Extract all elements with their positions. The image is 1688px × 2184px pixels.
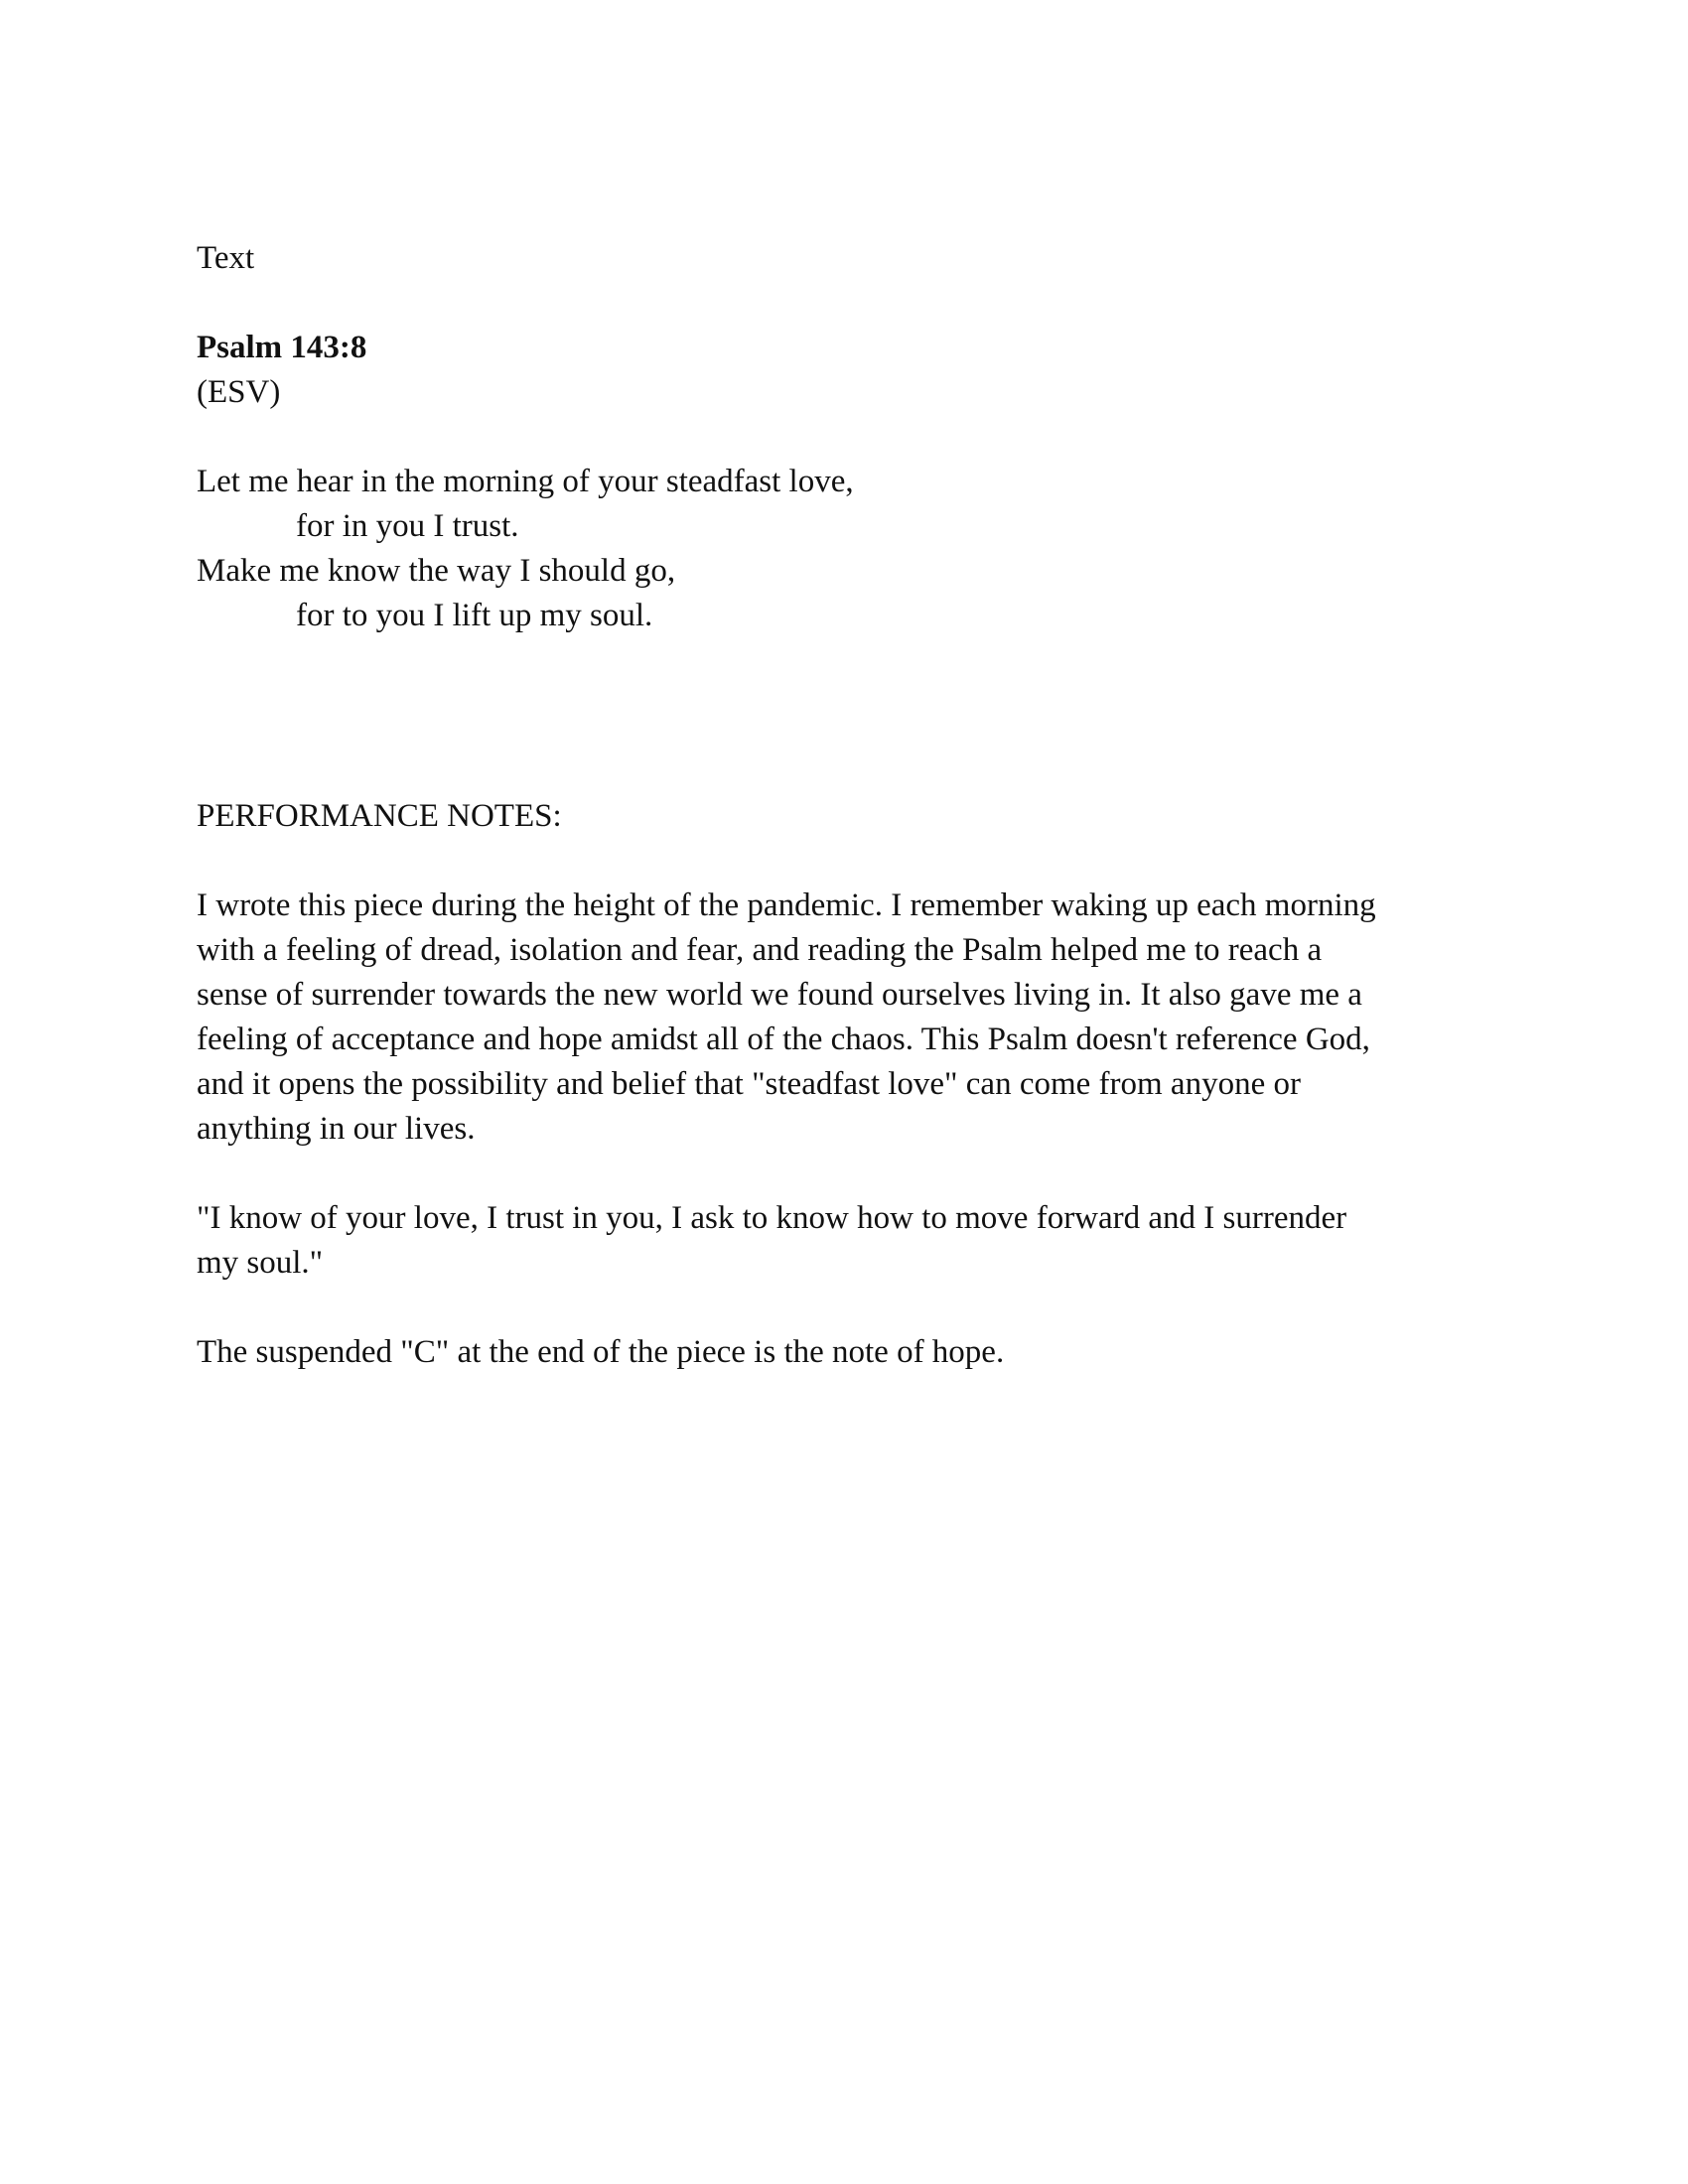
psalm-verse [197, 460, 1507, 638]
notes-paragraph-1 [197, 884, 1507, 1152]
paragraph-line: I wrote this piece during the height of the pandemic. I remember waking up each morning [197, 887, 1376, 923]
notes-paragraph-3 [197, 1330, 1507, 1375]
paragraph-line: feeling of acceptance and hope amidst all of the chaos. This Psalm doesn't reference God, [197, 1022, 1370, 1057]
paragraph-line: with a feeling of dread, isolation and fear, and reading the Psalm helped me to reach a [197, 932, 1323, 968]
verse-line: for in you I trust. [296, 508, 519, 544]
spacer [197, 1286, 1507, 1330]
paragraph-line: sense of surrender towards the new world we found ourselves living in. It also gave me a [197, 977, 1362, 1013]
spacer [197, 415, 1507, 460]
performance-notes-heading: PERFORMANCE NOTES: [197, 798, 562, 834]
psalm-translation: (ESV) [197, 374, 281, 410]
section-label: Text [197, 240, 255, 276]
psalm-reference: Psalm 143:8 [197, 330, 367, 365]
spacer [197, 281, 1507, 326]
spacer [197, 1152, 1507, 1196]
paragraph-line: "I know of your love, I trust in you, I ask to know how to move forward and I surrender [197, 1200, 1347, 1236]
paragraph-line: and it opens the possibility and belief that "steadfast love" can come from anyone or [197, 1066, 1301, 1102]
paragraph-line: my soul." [197, 1245, 324, 1281]
paragraph-line: The suspended "C" at the end of the piece is the note of hope. [197, 1334, 1005, 1370]
notes-paragraph-2 [197, 1196, 1507, 1286]
verse-line: for to you I lift up my soul. [296, 598, 653, 633]
paragraph-line: anything in our lives. [197, 1111, 476, 1147]
page-content [197, 236, 1507, 1375]
spacer [197, 839, 1507, 884]
spacer [197, 638, 1507, 794]
verse-line: Let me hear in the morning of your steadfast love, [197, 464, 854, 499]
verse-line: Make me know the way I should go, [197, 553, 676, 589]
